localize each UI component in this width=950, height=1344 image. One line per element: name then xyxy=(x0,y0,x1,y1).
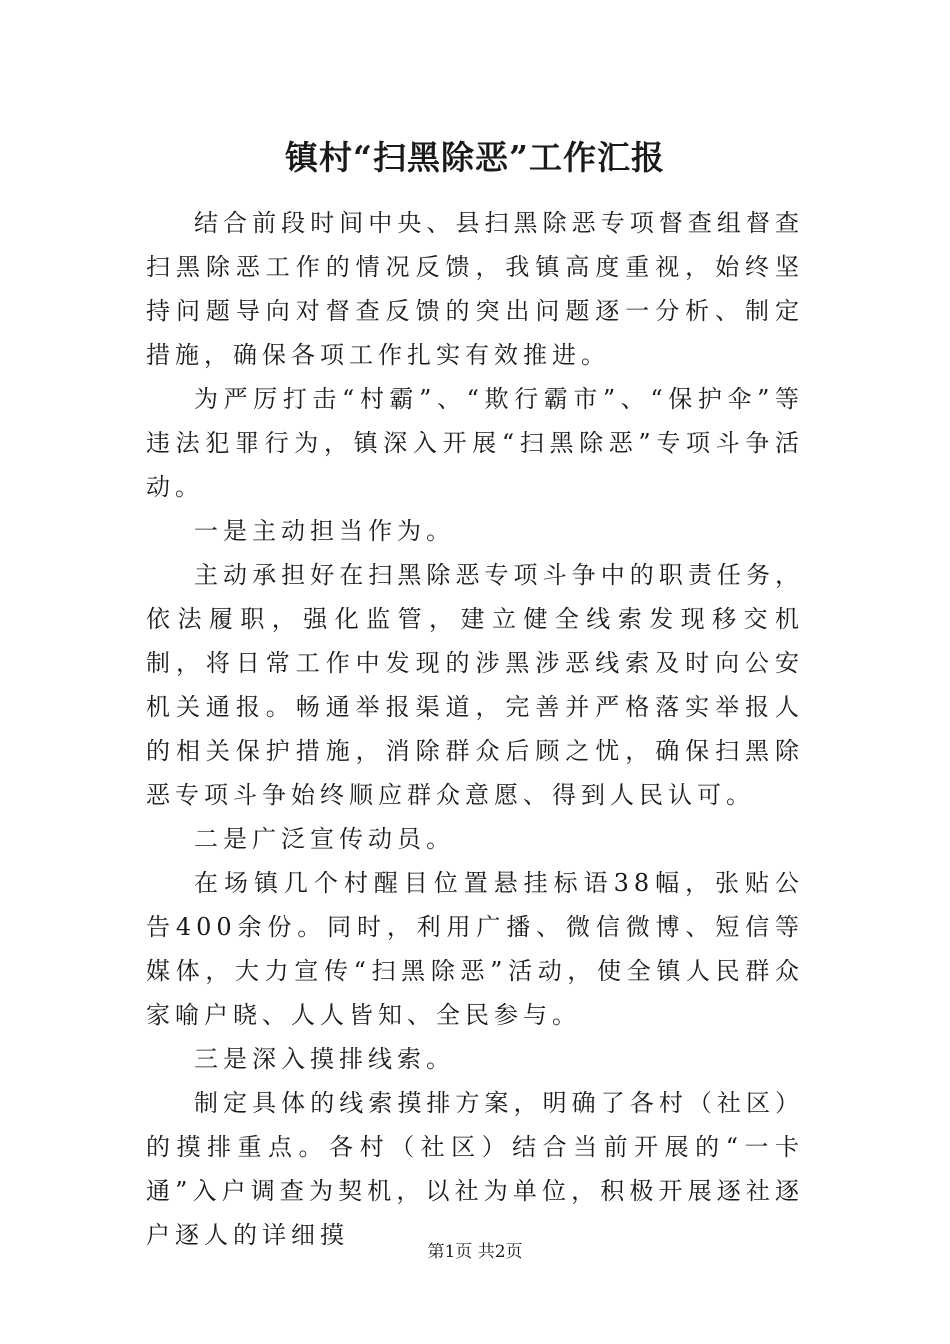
paragraph: 在场镇几个村醒目位置悬挂标语38幅，张贴公告400余份。同时，利用广播、微信微博、短信等媒体，大力宣传“扫黑除恶”活动，使全镇人民群众家喻户晓、人人皆知、全民参与。 xyxy=(146,869,804,1029)
paragraph: 制定具体的线索摸排方案，明确了各村（社区）的摸排重点。各村（社区）结合当前开展的“一卡通”入户调查为契机，以社为单位，积极开展逐社逐户逐人的详细摸 xyxy=(146,1089,804,1249)
paragraph: 为严厉打击“村霸”、“欺行霸市”、“保护伞”等违法犯罪行为，镇深入开展“扫黑除恶”专项斗争活动。 xyxy=(146,385,804,501)
section-heading: 一是主动担当作为。 xyxy=(194,517,455,545)
paragraph: 主动承担好在扫黑除恶专项斗争中的职责任务，依法履职，强化监管，建立健全线索发现移交机制，将日常工作中发现的涉黑涉恶线索及时向公安机关通报。畅通举报渠道，完善并严格落实举报人的相关保护措施，消除群众后顾之忧，确保扫黑除恶专项斗争始终顺应群众意愿、得到人民认可。 xyxy=(146,561,804,809)
document-body xyxy=(146,201,804,1257)
paragraph: 结合前段时间中央、县扫黑除恶专项督查组督查扫黑除恶工作的情况反馈，我镇高度重视，始终坚持问题导向对督查反馈的突出问题逐一分析、制定措施，确保各项工作扎实有效推进。 xyxy=(146,209,804,369)
section-heading: 二是广泛宣传动员。 xyxy=(194,825,455,853)
document-title: 镇村“扫黑除恶”工作汇报 xyxy=(285,138,665,177)
page-footer: 第1页 共2页 xyxy=(427,1242,523,1262)
section-heading: 三是深入摸排线索。 xyxy=(194,1045,455,1073)
